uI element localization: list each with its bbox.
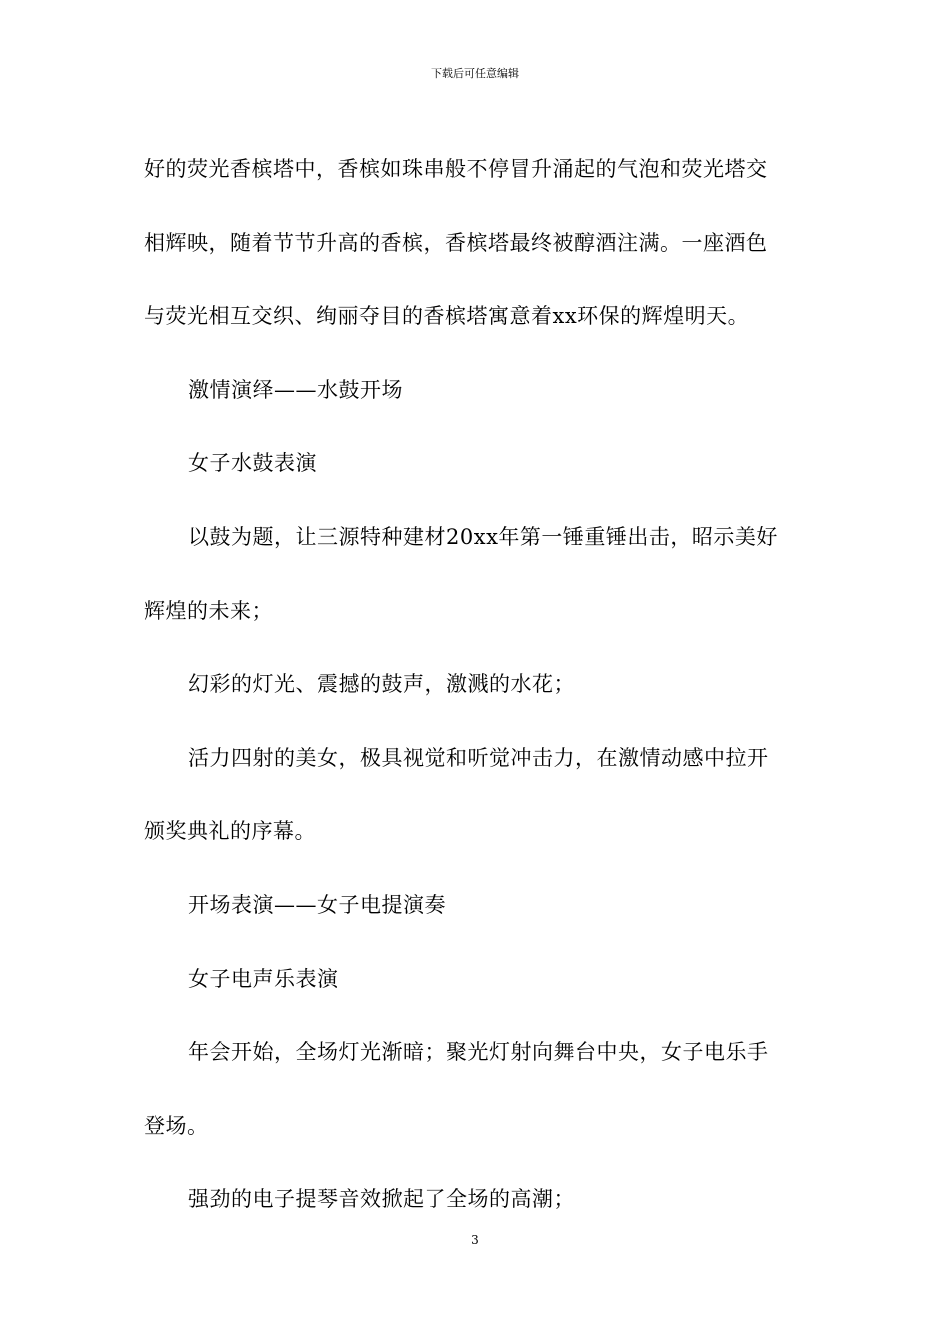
- section-heading: 激情演绎——水鼓开场: [188, 377, 403, 402]
- subheading: 女子电声乐表演: [188, 966, 339, 991]
- text-line: 登场。: [144, 1113, 209, 1138]
- page-number: 3: [471, 1233, 479, 1247]
- subheading: 女子水鼓表演: [188, 451, 317, 476]
- page-header: 下载后可任意编辑: [431, 67, 519, 80]
- paragraph-start: 活力四射的美女，极具视觉和听觉冲击力，在激情动感中拉开: [188, 745, 769, 770]
- paragraph-start: 以鼓为题，让三源特种建材20xx年第一锤重锤出击，昭示美好: [188, 524, 778, 549]
- text-line: 相辉映，随着节节升高的香槟，香槟塔最终被醇酒注满。一座酒色: [144, 230, 768, 255]
- paragraph-start: 幻彩的灯光、震撼的鼓声，激溅的水花；: [188, 672, 575, 697]
- section-heading: 开场表演——女子电提演奏: [188, 892, 446, 917]
- text-line: 与荧光相互交织、绚丽夺目的香槟塔寓意着xx环保的辉煌明天。: [144, 304, 750, 329]
- text-line: 好的荧光香槟塔中，香槟如珠串般不停冒升涌起的气泡和荧光塔交: [144, 157, 768, 181]
- text-line: 颁奖典礼的序幕。: [144, 819, 316, 844]
- document-body: [144, 133, 808, 1237]
- paragraph-start: 强劲的电子提琴音效掀起了全场的高潮；: [188, 1187, 575, 1212]
- text-line: 辉煌的未来；: [144, 598, 273, 623]
- paragraph-start: 年会开始，全场灯光渐暗；聚光灯射向舞台中央，女子电乐手: [188, 1040, 769, 1065]
